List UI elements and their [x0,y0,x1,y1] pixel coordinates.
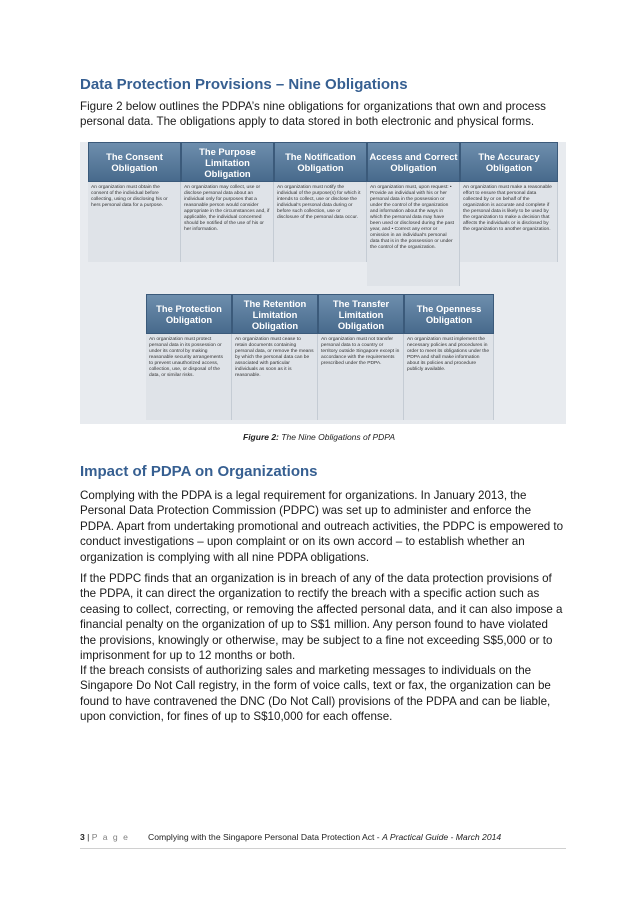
obligation-description: An organization may collect, use or disclose personal data about an individual only for purposes that a reasonable person would consider appropriate in the circumstances and, if applicable, the individual concerned should be notified of the use of his or her information. [181,182,274,262]
figure-caption-text: The Nine Obligations of PDPA [281,432,395,442]
obligation-title: The Accuracy Obligation [460,142,558,182]
figure-caption-label: Figure 2: [243,432,279,442]
section-heading-impact: Impact of PDPA on Organizations [80,463,318,480]
obligation-card-retention-limitation [232,294,318,420]
impact-paragraph-1: Complying with the PDPA is a legal requirement for organizations. In January 2013, the Personal Data Protection Commission (PDPC) was set up to administer and enforce the PDPA. Apart from undertaking promotional and outreach activities, the PDPC is empowered to conduct investigations – upon complaint or on its own accord – to establish whether an organization is complying with all nine PDPA obligations. [80,489,564,564]
obligation-title: The Purpose Limitation Obligation [181,142,274,182]
impact-paragraph-2: If the PDPC finds that an organization is in breach of any of the data protection provisions of the PDPA, it can direct the organization to rectify the breach with a specific action such as ceasing to collect, correcting, or removing the affected personal data, and it can also impose a financial penalty on the organization of up to S$1 million. Any person found to have violated the provisions, knowingly or otherwise, may be subject to a fine not exceeding S$5,000 or to imprisonment for up to 12 months or both. [80,572,563,663]
figure-caption [0,432,638,442]
section-heading-provisions: Data Protection Provisions – Nine Obligations [80,76,408,93]
impact-paragraph-3: If the breach consists of authorizing sales and marketing messages to individuals on the Singapore Do Not Call registry, in the form of voice calls, text or fax, the organization can be found to have contravened the DNC (Do Not Call) provisions of the PDPA and can be liable, upon conviction, for fines of up to S$10,000 for each offense. [80,664,551,724]
obligation-description: An organization must notify the individual of the purpose(s) for which it intends to collect, use or disclose the individual’s personal data during or before such collection, use or disclosure of the personal data occur. [274,182,367,262]
obligation-card-accuracy [460,142,558,262]
obligation-title: The Notification Obligation [274,142,367,182]
obligation-title: The Consent Obligation [88,142,181,182]
obligation-card-purpose-limitation [181,142,274,262]
page-footer [80,832,566,842]
footer-doc-title-italic: A Practical Guide - March 2014 [382,832,502,842]
obligation-title: The Protection Obligation [146,294,232,334]
obligation-description: An organization must not transfer personal data to a country or territory outside Singapore except in accordance with the requirements prescribed under the PDPA. [318,334,404,420]
obligation-description: An organization must make a reasonable effort to ensure that personal data collected by or on behalf of the organization is accurate and complete if the personal data is likely to be used by the organization to make a decision that affects the individuals or is disclosed by the organization to another organization. [460,182,558,262]
footer-divider [80,848,566,849]
obligation-description: An organization must protect personal data in its possession or under its control by making reasonable security arrangements to prevent unauthorized access, collection, use, or disposal of the data, or similar risks. [146,334,232,420]
page-word: P a g e [91,832,130,842]
obligation-card-consent [88,142,181,262]
obligation-card-transfer-limitation [318,294,404,420]
obligation-description: An organization must, upon request: • Provide an individual with his or her personal data in the possession or under the control of the organization and information about the ways in which the personal data may have been used or disclosed during the past year, and • Correct any error or omission in an individual’s personal data that is in the possession or under the control of the organization. [367,182,460,286]
footer-separator: | [87,832,90,842]
page-number: 3 [80,832,85,842]
obligation-card-access-correct [367,142,460,286]
obligations-figure [80,142,566,424]
intro-paragraph: Figure 2 below outlines the PDPA’s nine obligations for organizations that own and process personal data. The obligations apply to data stored in both electronic and physical forms. [80,100,546,129]
obligation-description: An organization must implement the necessary policies and procedures in order to meet its obligations under the PDPA and shall make information about its policies and procedure publicly available. [404,334,494,420]
obligation-card-notification [274,142,367,262]
obligation-title: The Retention Limitation Obligation [232,294,318,334]
obligation-description: An organization must obtain the consent of the individual before collecting, using or disclosing his or hers personal data for a purpose. [88,182,181,262]
footer-doc-title [148,832,501,842]
obligation-title: The Transfer Limitation Obligation [318,294,404,334]
obligation-title: The Openness Obligation [404,294,494,334]
obligation-title: Access and Correct Obligation [367,142,460,182]
obligation-description: An organization must cease to retain documents containing personal data, or remove the means by which the personal data can be associated with particular individuals as soon as it is reasonable. [232,334,318,420]
footer-doc-title-main: Complying with the Singapore Personal Data Protection Act - [148,832,383,842]
obligation-card-openness [404,294,494,420]
obligation-card-protection [146,294,232,420]
